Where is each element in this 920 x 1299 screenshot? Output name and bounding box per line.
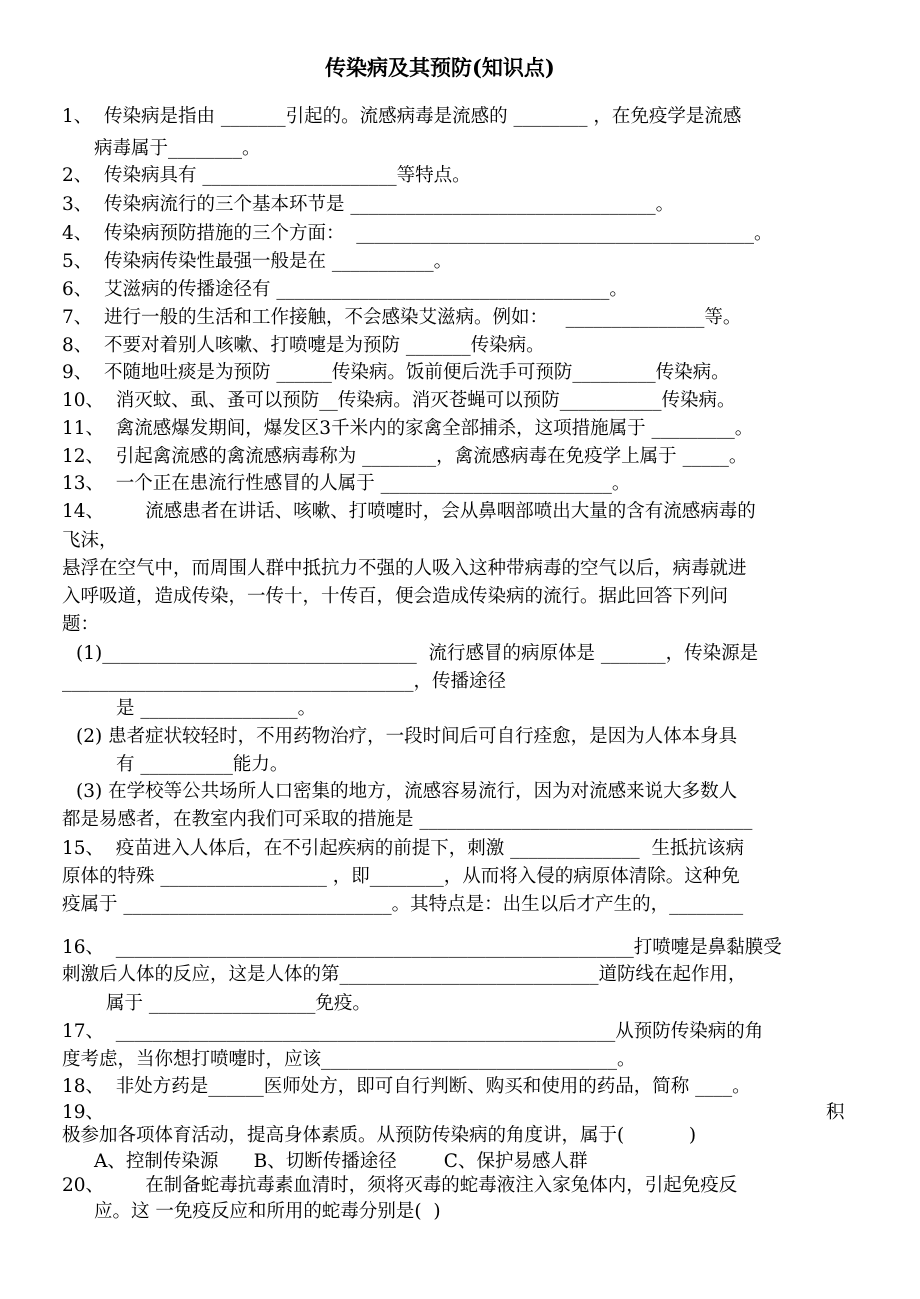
line-q16-a: 16、 ________________________________________________________打喷嚏是鼻黏膜受 (62, 937, 782, 958)
line-q6: 6、 艾滋病的传播途径有 ____________________________________。 (62, 279, 628, 300)
line-q20-a: 20、 在制备蛇毒抗毒素血清时，须将灭毒的蛇毒液注入家兔体内，引起免疫反 (62, 1175, 738, 1196)
line-q10: 10、 消灭蚊、虱、蚤可以预防__传染病。消灭苍蝇可以预防___________传染病。 (62, 390, 736, 411)
line-q7: 7、 进行一般的生活和工作接触，不会感染艾滋病。例如： _______________等。 (62, 307, 742, 328)
line-q14-2-a: (2) 患者症状较轻时，不用药物治疗，一段时间后可自行痊愈，是因为人体本身具 (76, 726, 738, 747)
line-q17-a: 17、 ______________________________________________________从预防传染病的角 (62, 1021, 764, 1042)
line-q11: 11、 禽流感爆发期间，爆发区3千米内的家禽全部捕杀，这项措施属于 _________。 (62, 418, 754, 439)
line-q3: 3、 传染病流行的三个基本环节是 _________________________________。 (62, 194, 675, 215)
line-q18: 18、 非处方药是______医师处方，即可自行判断、购买和使用的药品，简称 ____。 (62, 1076, 751, 1097)
line-q14-e: 题： (62, 614, 100, 635)
line-q14-c: 悬浮在空气中，而周围人群中抵抗力不强的人吸入这种带病毒的空气以后，病毒就进 (62, 558, 747, 579)
line-q5: 5、 传染病传染性最强一般是在 ___________。 (62, 251, 453, 272)
line-q20-b: 应。这 一免疫反应和所用的蛇毒分别是( ) (94, 1201, 441, 1222)
line-q14-1-c: 是 _________________。 (116, 698, 317, 719)
line-q14-a: 14、 流感患者在讲话、咳嗽、打喷嚏时，会从鼻咽部喷出大量的含有流感病毒的 (62, 501, 756, 522)
line-q14-3-b: 都是易感者，在教室内我们可采取的措施是 ____________________________________ (62, 809, 753, 830)
line-q15-a: 15、 疫苗进入人体后，在不引起疾病的前提下，刺激 ______________ 生抵抗该病 (62, 838, 744, 859)
page-title: 传染病及其预防(知识点) (325, 55, 555, 80)
line-q9: 9、 不随地吐痰是为预防 ______传染病。饭前便后洗手可预防_________传染病。 (62, 362, 730, 383)
line-q2: 2、 传染病具有 _____________________等特点。 (62, 165, 471, 186)
line-q16-b: 刺激后人体的反应，这是人体的第____________________________道防线在起作用， (62, 964, 747, 985)
line-q4: 4、 传染病预防措施的三个方面： ___________________________________________。 (62, 223, 773, 244)
line-q19-options: A、控制传染源 B、切断传播途径 C、保护易感人群 (94, 1151, 588, 1172)
line-q13: 13、 一个正在患流行性感冒的人属于 _________________________。 (62, 473, 631, 494)
line-q19-tail: 积 (826, 1102, 845, 1123)
line-q1-b: 病毒属于________。 (94, 138, 261, 159)
line-q17-b: 度考虑，当你想打喷嚏时，应该________________________________。 (62, 1049, 636, 1070)
line-q19-num: 19、 (62, 1102, 105, 1123)
line-q14-d: 入呼吸道，造成传染，一传十，十传百，便会造成传染病的流行。据此回答下列问 (62, 586, 729, 607)
line-q14-1-b: ______________________________________，传播途径 (62, 671, 507, 692)
line-q1-a: 1、 传染病是指由 _______引起的。流感病毒是流感的 ________ ，在免疫学是流感 (62, 106, 742, 127)
line-q15-c: 疫属于 _____________________________。其特点是：出生以后才产生的，________ (62, 894, 744, 915)
line-q14-b: 飞沫， (62, 530, 118, 551)
line-q8: 8、 不要对着别人咳嗽、打喷嚏是为预防 _______传染病。 (62, 335, 545, 356)
line-q14-3-a: (3) 在学校等公共场所人口密集的地方，流感容易流行，因为对流感来说大多数人 (76, 781, 738, 802)
line-q14-1-a: (1)__________________________________ 流行感冒的病原体是 _______，传染源是 (76, 643, 759, 664)
line-q15-b: 原体的特殊 __________________ ，即________，从而将入侵的病原体清除。这种免 (62, 866, 740, 887)
line-q12: 12、 引起禽流感的禽流感病毒称为 ________，禽流感病毒在免疫学上属于 _____。 (62, 446, 748, 467)
line-q14-2-b: 有 __________能力。 (116, 754, 289, 775)
line-q19-b: 极参加各项体育活动，提高身体素质。从预防传染病的角度讲，属于( ) (62, 1125, 697, 1146)
line-q16-c: 属于 __________________免疫。 (106, 993, 371, 1014)
